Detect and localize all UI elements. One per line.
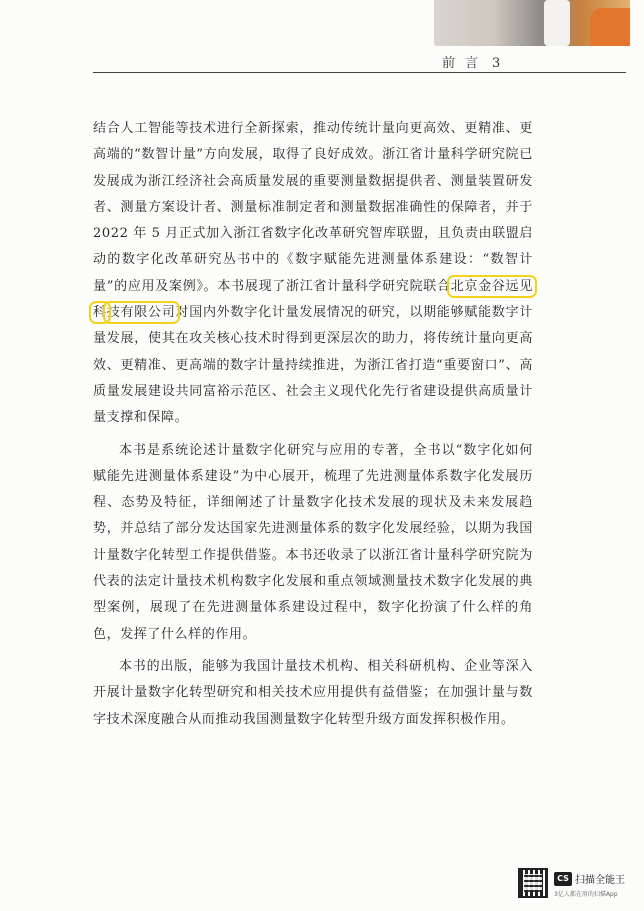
page-number: 3	[492, 56, 501, 71]
app-tagline: 3亿人都在用的扫描App	[554, 891, 618, 898]
app-name: 扫描全能王	[575, 875, 625, 886]
header-rule	[93, 72, 626, 73]
section-title: 前言	[442, 56, 489, 71]
paragraph-1	[93, 116, 533, 432]
qr-code-icon	[518, 868, 548, 898]
highlighted-company-name-part-2: 技有限公司	[106, 305, 176, 321]
cover-photo-strip	[434, 0, 630, 46]
paragraph-1-text-after: 对国内外数字化计量发展情况的研究，以期能够赋能数字计量发展，使其在攻关核心技术时得到更深层次的助力，将传统计量向更高效、更精准、更高端的数字计量持续推进，为浙江省打造“重要窗口”、高质量发展建设共同富裕示范区、社会主义现代化先行省建设提供高质量计量支撑和保障。	[93, 305, 533, 426]
scanner-watermark	[518, 868, 628, 902]
running-header	[442, 52, 622, 71]
paragraph-3: 本书的出版，能够为我国计量技术机构、相关科研机构、企业等深入开展计量数字化转型研究和相关技术应用提供有益借鉴；在加强计量与数字技术深度融合从而推动我国测量数字化转型升级方面发挥积极作用。	[93, 658, 533, 727]
paragraph-2: 本书是系统论述计量数字化研究与应用的专著，全书以“数字化如何赋能先进测量体系建设”为中心展开，梳理了先进测量体系数字化发展历程、态势及特征，详细阐述了计量数字化技术发展的现状及未来发展趋势，并总结了部分发达国家先进测量体系的数字化发展经验，以期为我国计量数字化转型工作提供借鉴。本书还收录了以浙江省计量科学研究院为代表的法定计量技术机构数字化发展和重点领域测量技术数字化发展的典型案例，展现了在先进测量体系建设过程中，数字化扮演了什么样的角色，发挥了什么样的作用。	[93, 442, 533, 642]
paragraph-1-text-before: 结合人工智能等技术进行全新探索，推动传统计量向更高效、更精准、更高端的“数智计量”方向发展，取得了良好成效。浙江省计量科学研究院已发展成为浙江经济社会高质量发展的重要测量数据提供者、测量装置研发者、测量方案设计者、测量标准制定者和测量数据准确性的保障者，并于 2022 年 5 月正式加入浙江省数字化改革研究智库联盟，且负责由联盟启动的数字化改革研究丛书中的《数字赋能先进测量体系建设：“数智计量”的应用及案例》。本书展现了浙江省计量科学研究院联合	[93, 121, 533, 294]
camscanner-logo: CS	[554, 872, 572, 886]
highlighted-company-name-part-1: 北京金谷远见科	[93, 278, 533, 321]
body-text	[93, 116, 533, 739]
